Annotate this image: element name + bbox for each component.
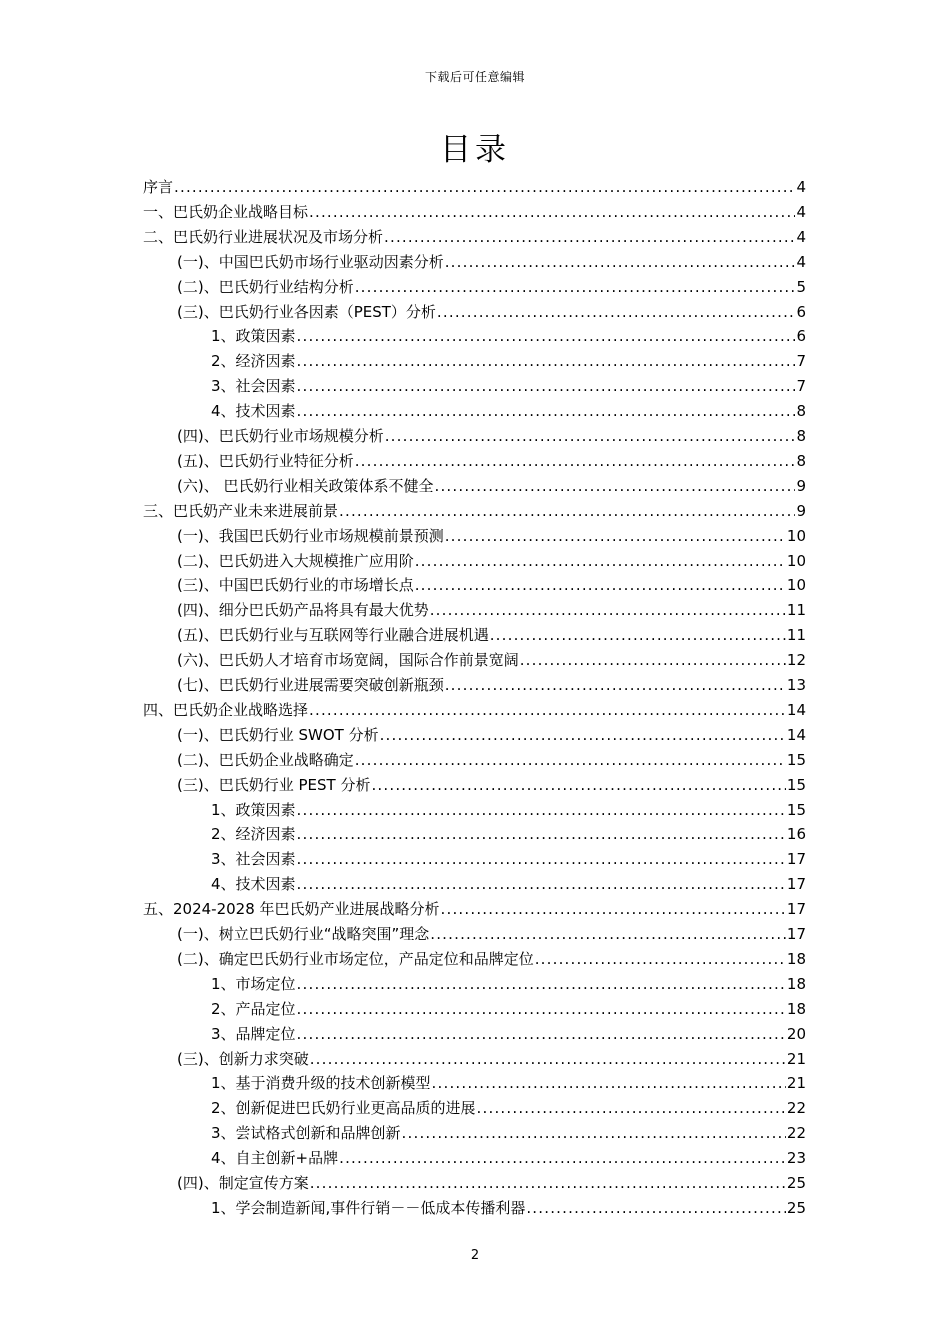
toc-dot-leader <box>380 724 786 746</box>
toc-entry-page: 4 <box>796 252 806 271</box>
toc-entry[interactable] <box>143 226 806 251</box>
toc-dot-leader <box>415 550 786 572</box>
toc-entry-page: 10 <box>786 526 806 545</box>
toc-entry[interactable] <box>211 400 806 425</box>
toc-entry-label: 1、政策因素 <box>211 800 296 819</box>
toc-entry[interactable] <box>177 774 806 799</box>
toc-dot-leader <box>297 998 786 1020</box>
toc-entry[interactable] <box>177 574 806 599</box>
toc-entry-page: 17 <box>786 850 806 869</box>
toc-entry-page: 11 <box>786 626 806 645</box>
toc-dot-leader <box>297 848 786 870</box>
toc-dot-leader <box>441 898 786 920</box>
toc-entry[interactable] <box>177 550 806 575</box>
toc-entry-label: (二)、巴氏奶行业结构分析 <box>177 277 354 296</box>
toc-entry-label: (一)、巴氏奶行业 SWOT 分析 <box>177 725 379 744</box>
toc-entry-label: (二)、巴氏奶企业战略确定 <box>177 750 354 769</box>
toc-entry-page: 4 <box>796 202 806 221</box>
toc-entry-page: 4 <box>796 178 806 196</box>
toc-dot-leader <box>526 1197 786 1219</box>
toc-entry-label: 2、经济因素 <box>211 352 296 371</box>
toc-entry-page: 15 <box>786 775 806 794</box>
toc-entry[interactable] <box>211 998 806 1023</box>
toc-title: 目录 <box>440 132 510 168</box>
toc-entry-label: (五)、巴氏奶行业与互联网等行业融合进展机遇 <box>177 626 489 645</box>
toc-entry[interactable] <box>211 823 806 848</box>
toc-entry-page: 8 <box>796 427 806 445</box>
page-header: 下载后可任意编辑 <box>424 70 525 84</box>
toc-entry-page: 8 <box>796 451 806 470</box>
toc-entry[interactable] <box>177 525 806 550</box>
toc-entry-page: 22 <box>786 1099 806 1118</box>
toc-entry-label: (四)、巴氏奶行业市场规模分析 <box>177 427 384 445</box>
toc-dot-leader <box>355 276 796 298</box>
toc-dot-leader <box>297 325 796 347</box>
toc-entry[interactable] <box>177 475 806 500</box>
toc-entry-label: 2、创新促进巴氏奶行业更高品质的进展 <box>211 1099 476 1118</box>
toc-entry-page: 8 <box>796 402 806 421</box>
toc-entry[interactable] <box>211 848 806 873</box>
toc-entry-page: 17 <box>786 875 806 894</box>
toc-entry-label: 四、巴氏奶企业战略选择 <box>143 700 309 719</box>
toc-entry-page: 17 <box>786 925 806 943</box>
toc-entry[interactable] <box>211 350 806 375</box>
toc-dot-leader <box>297 799 786 821</box>
toc-dot-leader <box>339 500 795 522</box>
toc-entry[interactable] <box>211 1197 806 1222</box>
toc-dot-leader <box>174 176 795 198</box>
toc-entry[interactable] <box>211 973 806 998</box>
toc-entry-page: 10 <box>786 551 806 570</box>
toc-entry-page: 14 <box>786 725 806 744</box>
toc-entry-label: (六)、 巴氏奶行业相关政策体系不健全 <box>177 476 434 495</box>
toc-dot-leader <box>437 301 796 323</box>
toc-entry-page: 25 <box>786 1198 806 1217</box>
toc-entry[interactable] <box>177 276 806 301</box>
toc-entry-label: 1、基于消费升级的技术创新模型 <box>211 1074 431 1093</box>
toc-entry-label: (三)、巴氏奶行业 PEST 分析 <box>177 775 371 794</box>
toc-entry-label: (二)、巴氏奶进入大规模推广应用阶 <box>177 551 414 570</box>
toc-entry-page: 21 <box>786 1074 806 1093</box>
toc-dot-leader <box>520 649 786 671</box>
toc-dot-leader <box>384 226 795 248</box>
toc-entry-label: (三)、中国巴氏奶行业的市场增长点 <box>177 576 414 595</box>
toc-dot-leader <box>430 923 786 945</box>
toc-entry[interactable] <box>211 1097 806 1122</box>
toc-entry[interactable] <box>211 1122 806 1147</box>
toc-entry-page: 12 <box>786 651 806 670</box>
toc-entry-page: 25 <box>786 1174 806 1192</box>
toc-entry-label: (四)、制定宣传方案 <box>177 1174 309 1192</box>
toc-entry-label: 4、技术因素 <box>211 875 296 894</box>
toc-entry-label: (三)、巴氏奶行业各因素（PEST）分析 <box>177 302 436 321</box>
toc-entry[interactable] <box>177 251 806 276</box>
toc-dot-leader <box>297 973 786 995</box>
toc-entry[interactable] <box>211 375 806 400</box>
toc-dot-leader <box>297 1023 786 1045</box>
toc-entry-label: 3、社会因素 <box>211 377 296 396</box>
toc-dot-leader <box>371 774 785 796</box>
toc-entry-page: 9 <box>796 501 806 520</box>
toc-entry-page: 23 <box>786 1149 806 1168</box>
toc-entry-page: 15 <box>786 750 806 769</box>
toc-entry-label: 3、社会因素 <box>211 850 296 869</box>
toc-entry[interactable] <box>177 749 806 774</box>
toc-entry[interactable] <box>211 1023 806 1048</box>
toc-entry[interactable] <box>177 923 806 948</box>
toc-entry[interactable] <box>177 649 806 674</box>
toc-entry-label: (七)、巴氏奶行业进展需要突破创新瓶颈 <box>177 676 444 694</box>
toc-entry[interactable] <box>177 948 806 973</box>
toc-dot-leader <box>385 425 796 447</box>
toc-entry-label: 二、巴氏奶行业进展状况及市场分析 <box>143 227 384 246</box>
toc-entry-label: 1、学会制造新闻,事件行销－－低成本传播利器 <box>211 1198 526 1217</box>
toc-entry-page: 16 <box>786 825 806 844</box>
toc-entry-page: 11 <box>786 601 806 620</box>
toc-entry[interactable] <box>177 599 806 624</box>
toc-entry[interactable] <box>211 799 806 824</box>
toc-entry-label: 一、巴氏奶企业战略目标 <box>143 202 309 221</box>
toc-entry-page: 15 <box>786 800 806 819</box>
toc-entry-label: 序言 <box>143 178 174 196</box>
toc-entry-page: 6 <box>796 302 806 321</box>
toc-entry-label: (二)、确定巴氏奶行业市场定位，产品定位和品牌定位 <box>177 949 534 968</box>
toc-entry[interactable] <box>211 873 806 898</box>
toc-dot-leader <box>297 823 786 845</box>
toc-dot-leader <box>445 674 786 696</box>
toc-dot-leader <box>355 450 796 472</box>
toc-entry-page: 18 <box>786 949 806 968</box>
toc-entry[interactable] <box>177 301 806 326</box>
toc-dot-leader <box>355 749 786 771</box>
toc-entry-label: 2、产品定位 <box>211 999 296 1018</box>
toc-entry-label: 3、尝试格式创新和品牌创新 <box>211 1124 401 1143</box>
toc-entry[interactable] <box>211 1072 806 1097</box>
toc-entry-page: 21 <box>786 1049 806 1068</box>
toc-entry[interactable] <box>211 325 806 350</box>
toc-entry-page: 13 <box>786 676 806 694</box>
toc-entry[interactable] <box>177 624 806 649</box>
toc-dot-leader <box>445 251 796 273</box>
toc-entry-label: (三)、创新力求突破 <box>177 1049 309 1068</box>
toc-dot-leader <box>535 948 786 970</box>
toc-entry[interactable] <box>177 425 806 450</box>
toc-entry-page: 18 <box>786 999 806 1018</box>
toc-dot-leader <box>434 475 795 497</box>
toc-dot-leader <box>310 1048 786 1070</box>
toc-entry-page: 14 <box>786 700 806 719</box>
toc-entry-label: (一)、我国巴氏奶行业市场规模前景预测 <box>177 526 444 545</box>
toc-entry-label: (一)、中国巴氏奶市场行业驱动因素分析 <box>177 252 444 271</box>
toc-entry-page: 17 <box>786 900 806 919</box>
toc-entry-label: 1、政策因素 <box>211 327 296 346</box>
toc-entry[interactable] <box>177 450 806 475</box>
toc-dot-leader <box>430 599 786 621</box>
toc-entry-page: 4 <box>796 227 806 246</box>
toc-entry-label: 1、市场定位 <box>211 974 296 993</box>
toc-entry-label: (五)、巴氏奶行业特征分析 <box>177 451 354 470</box>
toc-dot-leader <box>297 350 796 372</box>
toc-dot-leader <box>309 201 795 223</box>
toc-entry-page: 9 <box>796 476 806 495</box>
toc-entry-label: 2、经济因素 <box>211 825 296 844</box>
toc-dot-leader <box>490 624 786 646</box>
toc-entry[interactable] <box>177 1172 806 1197</box>
toc-entry-label: (一)、树立巴氏奶行业“战略突围”理念 <box>177 925 430 943</box>
toc-entry[interactable] <box>143 699 806 724</box>
toc-dot-leader <box>339 1147 786 1169</box>
toc-entry-page: 7 <box>796 352 806 371</box>
toc-entry[interactable] <box>143 176 806 201</box>
toc-entry[interactable] <box>177 1048 806 1073</box>
toc-dot-leader <box>297 375 796 397</box>
toc-entry[interactable] <box>143 201 806 226</box>
toc-entry-page: 22 <box>786 1124 806 1143</box>
toc-dot-leader <box>415 574 786 596</box>
toc-entry[interactable] <box>177 674 806 699</box>
toc-dot-leader <box>309 699 786 721</box>
toc-entry-page: 6 <box>796 327 806 346</box>
toc-dot-leader <box>445 525 786 547</box>
toc-entry-label: 4、技术因素 <box>211 402 296 421</box>
toc-entry[interactable] <box>143 500 806 525</box>
toc-entry[interactable] <box>143 898 806 923</box>
toc-entry-label: 五、2024-2028 年巴氏奶产业进展战略分析 <box>143 900 440 919</box>
toc-dot-leader <box>432 1072 786 1094</box>
toc-entry-page: 5 <box>796 277 806 296</box>
toc-entry[interactable] <box>177 724 806 749</box>
toc-dot-leader <box>402 1122 786 1144</box>
toc-entry-page: 20 <box>786 1024 806 1043</box>
toc-entry-label: 三、巴氏奶产业未来进展前景 <box>143 501 339 520</box>
toc-entry-page: 10 <box>786 576 806 595</box>
toc-entry-label: (四)、细分巴氏奶产品将具有最大优势 <box>177 601 429 620</box>
toc-entry[interactable] <box>211 1147 806 1172</box>
toc-entry-page: 18 <box>786 974 806 993</box>
toc-dot-leader <box>297 400 796 422</box>
toc-entry-label: 3、品牌定位 <box>211 1024 296 1043</box>
toc-dot-leader <box>310 1172 786 1194</box>
toc-entry-label: (六)、巴氏奶人才培育市场宽阔，国际合作前景宽阔 <box>177 651 519 670</box>
toc-dot-leader <box>477 1097 786 1119</box>
toc-dot-leader <box>297 873 786 895</box>
page-number: 2 <box>470 1248 480 1263</box>
toc-entry-page: 7 <box>796 377 806 396</box>
toc-entry-label: 4、自主创新+品牌 <box>211 1149 339 1168</box>
